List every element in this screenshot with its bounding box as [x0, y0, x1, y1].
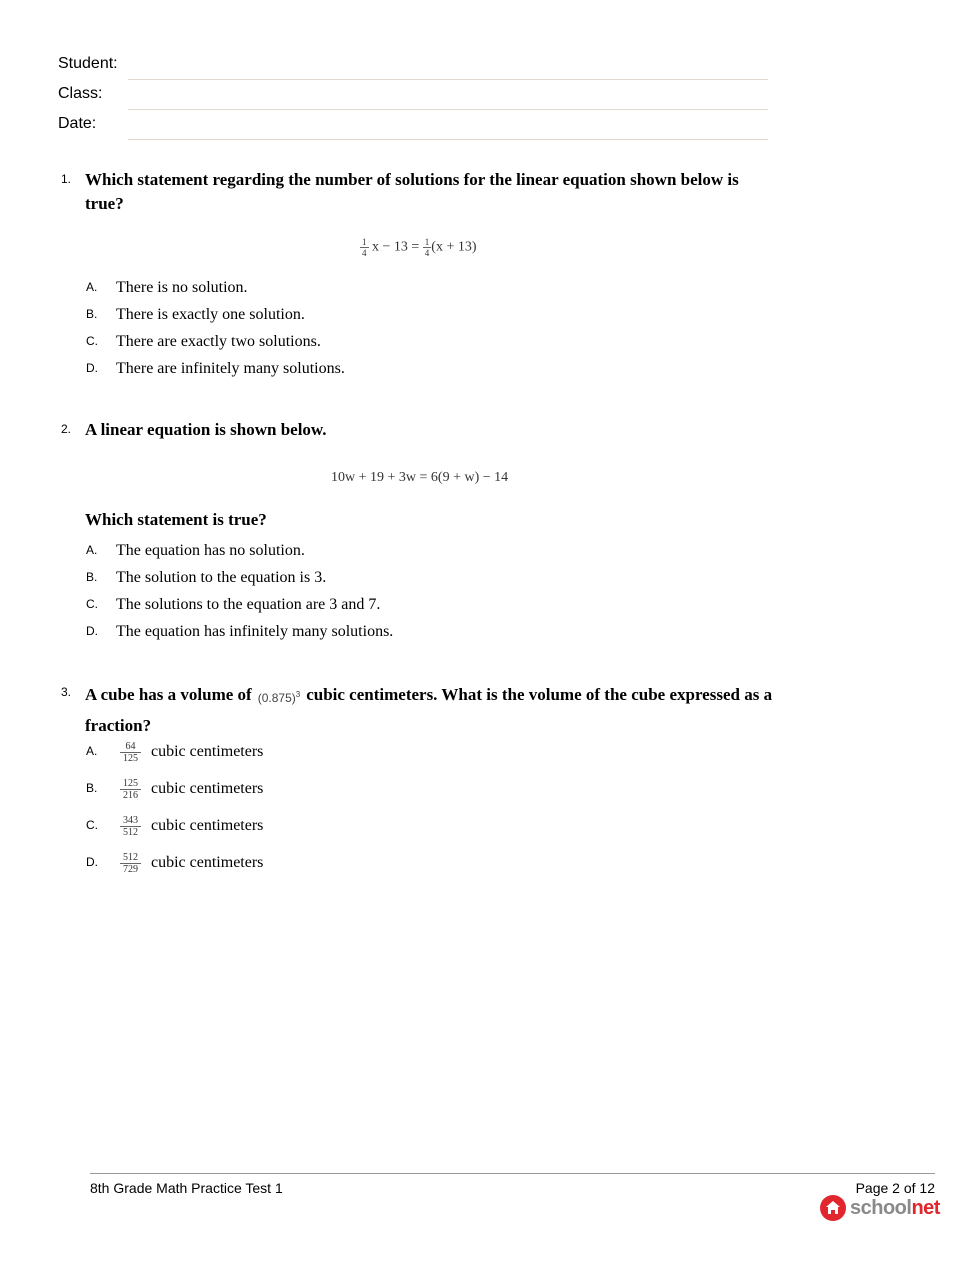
option-c-fraction[interactable]: $\frac{343}{512}$	[120, 815, 141, 838]
option-letter: A.	[86, 280, 98, 294]
date-field[interactable]	[128, 139, 768, 140]
option-c[interactable]: cubic centimeters	[151, 817, 264, 834]
date-label: Date:	[58, 115, 97, 132]
question-number: 3.	[61, 685, 72, 699]
option-b-fraction[interactable]: $\frac{125}{216}$	[120, 778, 141, 801]
option-a-fraction[interactable]: $\frac{64}{125}$	[120, 741, 141, 764]
class-label: Class:	[58, 85, 103, 102]
class-field[interactable]	[128, 109, 768, 110]
option-a[interactable]: cubic centimeters	[151, 743, 264, 760]
option-letter: D.	[86, 855, 98, 869]
inline-expression: $(0.875)^3$	[257, 690, 301, 705]
option-a[interactable]: The equation has no solution.	[116, 542, 305, 559]
fraction: $\frac{1}{4}$	[424, 237, 430, 258]
option-letter: D.	[86, 361, 98, 375]
question-text: A cube has a volume of $(0.875)^3$ cubic centimeters. What is the volume of the cube expressed as a fraction?	[85, 681, 775, 739]
option-letter: A.	[86, 744, 98, 758]
footer-title: 8th Grade Math Practice Test 1	[90, 1180, 283, 1196]
question-number: 1.	[61, 172, 72, 186]
option-b[interactable]: cubic centimeters	[151, 780, 264, 797]
option-letter: B.	[86, 781, 98, 795]
option-letter: C.	[86, 597, 98, 611]
house-icon	[820, 1195, 846, 1221]
option-c[interactable]: The solutions to the equation are 3 and 7.	[116, 596, 381, 613]
question-number: 2.	[61, 422, 72, 436]
equation: 10w + 19 + 3w = 6(9 + w) − 14	[331, 470, 509, 485]
page-number: Page 2 of 12	[855, 1180, 935, 1196]
question-text: A linear equation is shown below.	[85, 420, 327, 439]
option-d[interactable]: The equation has infinitely many solutions.	[116, 623, 394, 640]
option-letter: D.	[86, 624, 98, 638]
schoolnet-logo: schoolnet	[820, 1195, 940, 1221]
option-letter: C.	[86, 818, 98, 832]
option-c[interactable]: There are exactly two solutions.	[116, 333, 321, 350]
option-letter: C.	[86, 334, 98, 348]
footer-divider	[90, 1173, 935, 1174]
fraction: $\frac{1}{4}$	[362, 237, 367, 258]
option-d[interactable]: There are infinitely many solutions.	[116, 360, 345, 377]
question-text: Which statement regarding the number of solutions for the linear equation shown below is true?	[85, 170, 739, 213]
student-label: Student:	[58, 55, 118, 72]
option-a[interactable]: There is no solution.	[116, 279, 248, 296]
question-subtext: Which statement is true?	[85, 510, 267, 529]
option-letter: B.	[86, 307, 98, 321]
option-letter: B.	[86, 570, 98, 584]
option-b[interactable]: There is exactly one solution.	[116, 306, 305, 323]
option-b[interactable]: The solution to the equation is 3.	[116, 569, 327, 586]
option-letter: A.	[86, 543, 98, 557]
option-d[interactable]: cubic centimeters	[151, 854, 264, 871]
equation: $\frac{1}{4}$ x − 13 = $\frac{1}{4}$ (x + 13)	[362, 237, 477, 258]
option-d-fraction[interactable]: $\frac{512}{729}$	[120, 852, 141, 875]
student-field[interactable]	[128, 79, 768, 80]
